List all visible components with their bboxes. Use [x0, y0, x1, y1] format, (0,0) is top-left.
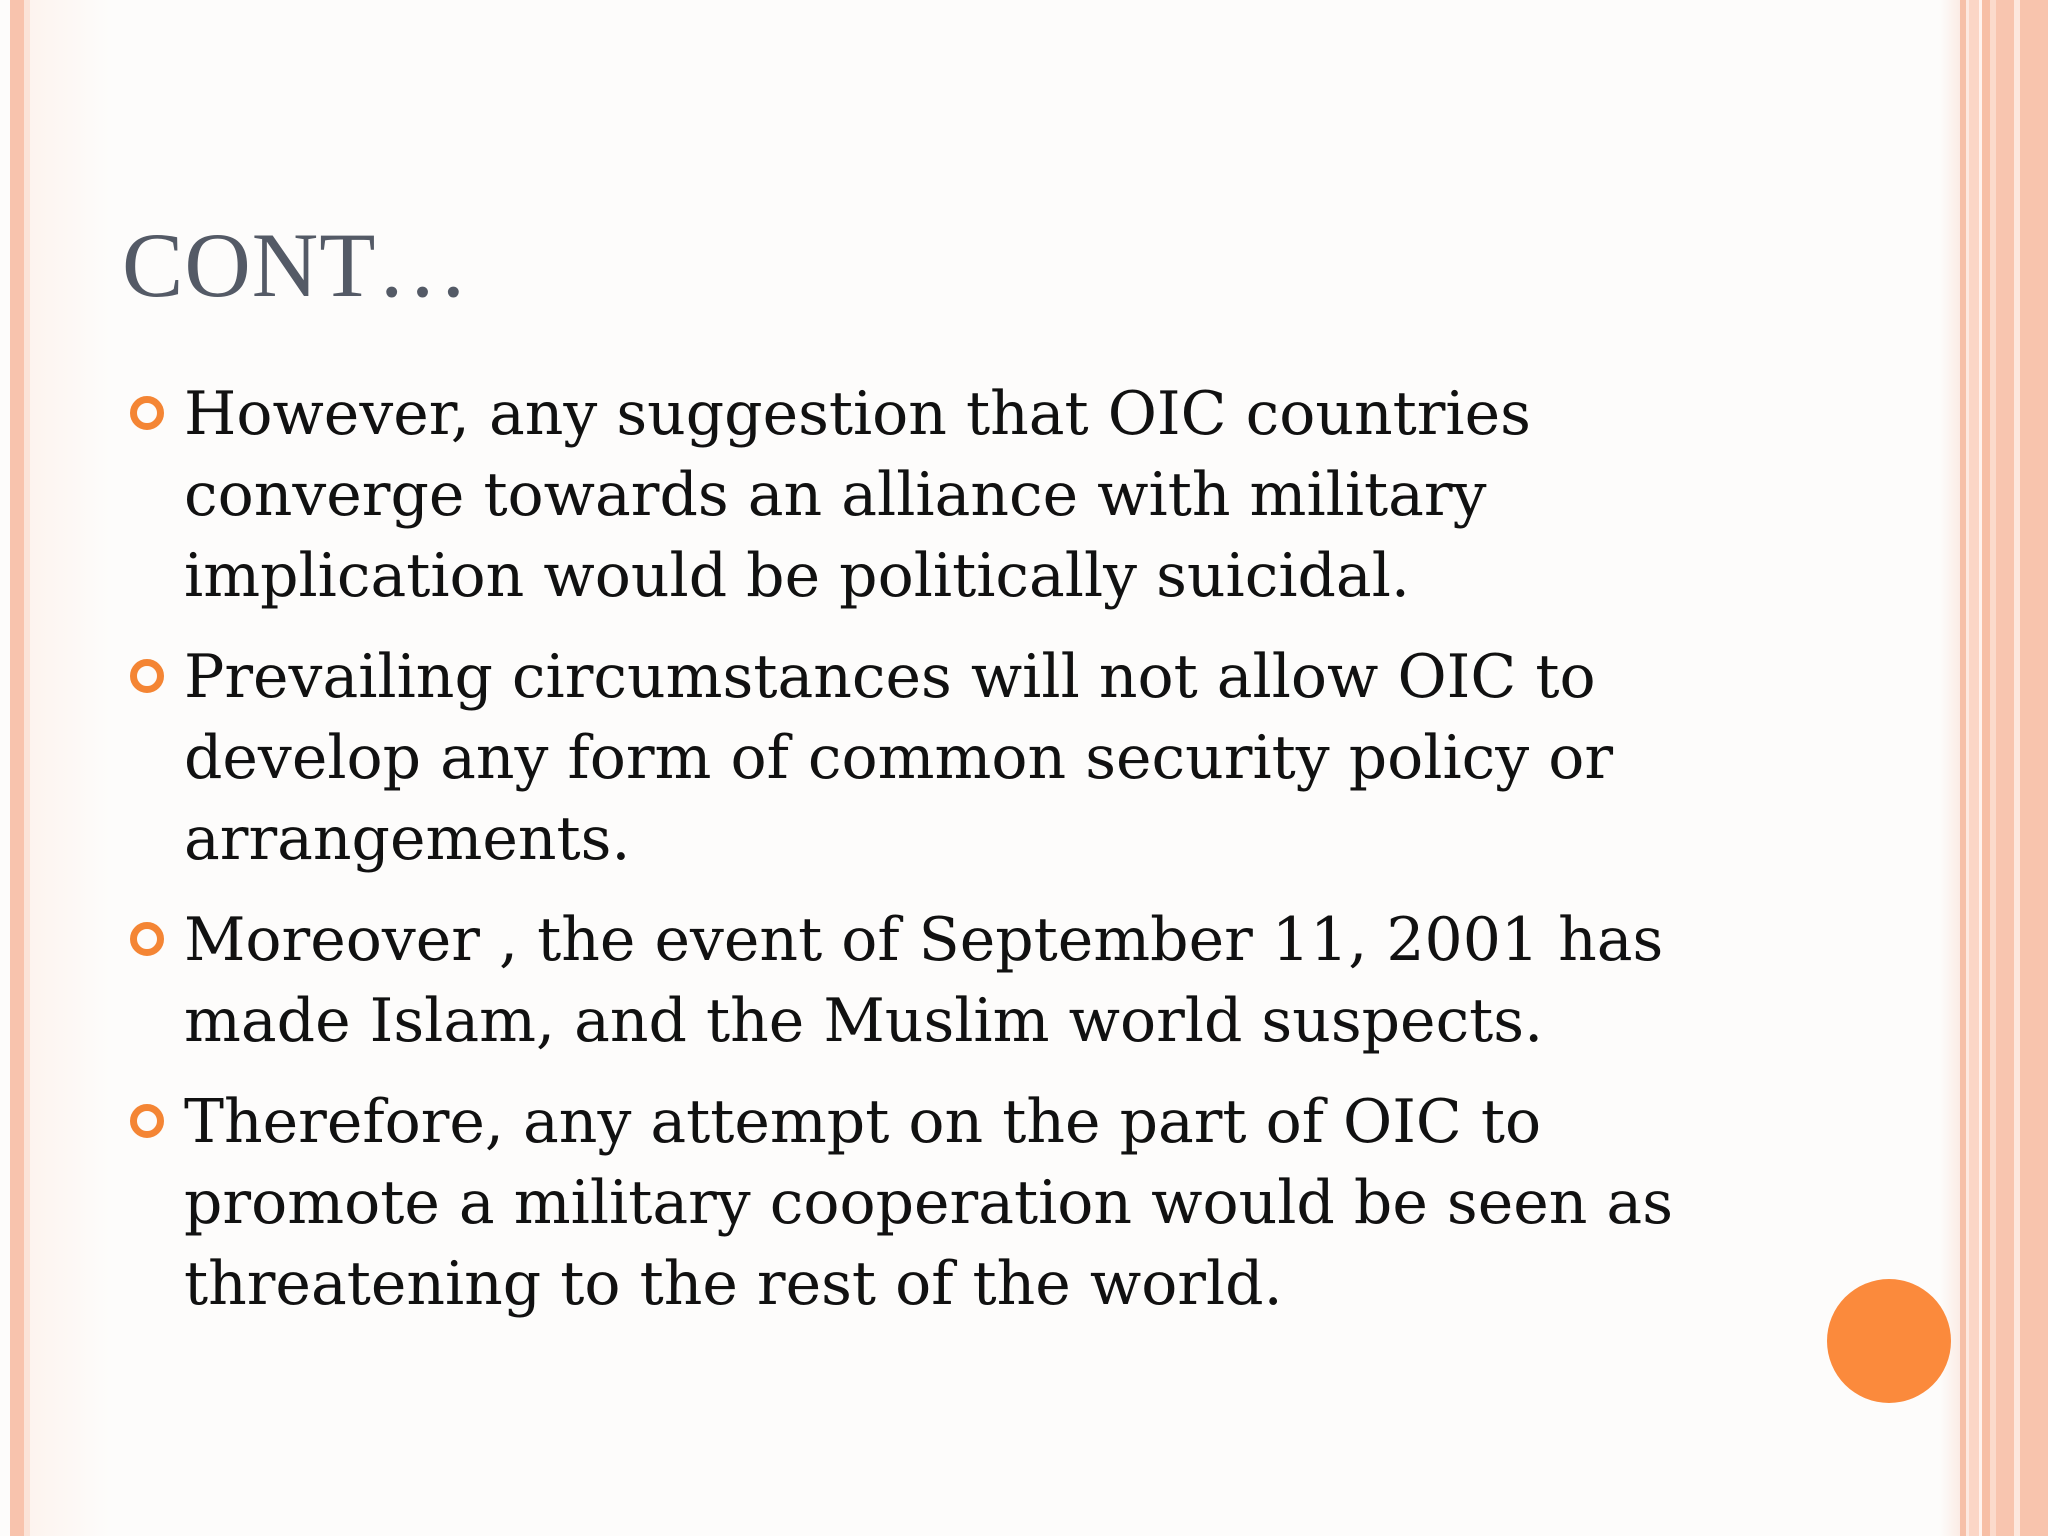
hollow-circle-bullet-icon [130, 396, 164, 430]
left-border-stripe [10, 0, 24, 1536]
left-border-shade [30, 0, 110, 1536]
bullet-text: Prevailing circumstances will not allow OIC to develop any form of common security policy or arrangements. [184, 642, 1614, 874]
right-border-stripe [1982, 0, 1990, 1536]
bullet-text: However, any suggestion that OIC countries converge towards an alliance with military implication would be politically suicidal. [184, 379, 1531, 611]
right-border-stripe [2020, 0, 2048, 1536]
hollow-circle-bullet-icon [130, 922, 164, 956]
bullet-item [130, 900, 1770, 1062]
bullet-item [130, 374, 1770, 617]
hollow-circle-bullet-icon [130, 1104, 164, 1138]
right-border-stripe [1969, 0, 1979, 1536]
bullet-item [130, 637, 1770, 880]
filled-circle-decoration-icon [1827, 1279, 1951, 1403]
bullet-text: Moreover , the event of September 11, 2001 has made Islam, and the Muslim world suspects. [184, 905, 1664, 1056]
bullet-item [130, 1082, 1770, 1325]
right-border-stripe [1996, 0, 2014, 1536]
slide-title: CONT… [122, 214, 470, 316]
bullet-text: Therefore, any attempt on the part of OIC to promote a military cooperation would be seen as threatening to the rest of the world. [184, 1087, 1673, 1319]
right-border-shade [1940, 0, 1960, 1536]
bullet-list [130, 374, 1770, 1345]
hollow-circle-bullet-icon [130, 659, 164, 693]
